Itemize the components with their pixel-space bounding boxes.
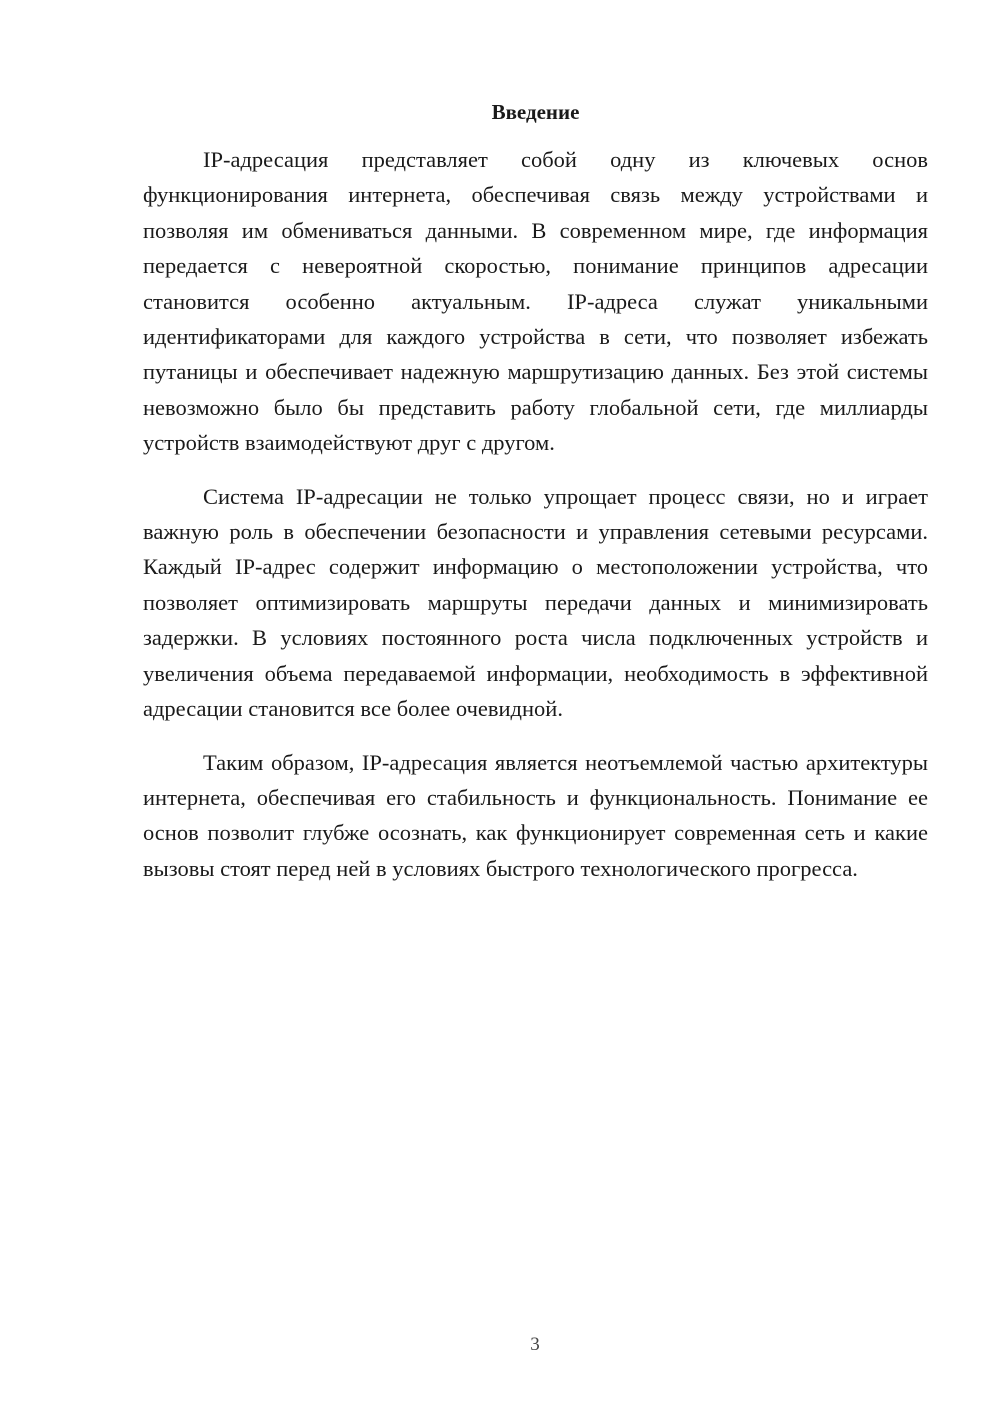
page-number: 3 <box>530 1334 540 1355</box>
paragraph-2: Система IP-адресации не только упрощает процесс связи, но и играет важную роль в обеспечении безопасности и управления сетевыми ресурсами. Каждый IP-адрес содержит информацию о местоположении устройства, что позволяет оптимизировать маршруты передачи данных и минимизировать задержки. В условиях постоянного роста числа подключенных устройств и увеличения объема передаваемой информации, необходимость в эффективной адресации становится все более очевидной. <box>143 483 928 722</box>
paragraph-1: IP-адресация представляет собой одну из ключевых основ функционирования интернета, обеспечивая связь между устройствами и позволяя им обмениваться данными. В современном мире, где информация передается с невероятной скоростью, понимание принципов адресации становится особенно актуальным. IP-адреса служат уникальными идентификаторами для каждого устройства в сети, что позволяет избежать путаницы и обеспечивает надежную маршрутизацию данных. Без этой системы невозможно было бы представить работу глобальной сети, где миллиарды устройств взаимодействуют друг с другом. <box>143 147 928 456</box>
section-heading: Введение <box>491 100 580 124</box>
body-text <box>143 142 928 904</box>
paragraph-3: Таким образом, IP-адресация является неотъемлемой частью архитектуры интернета, обеспечивая его стабильность и функциональность. Понимание ее основ позволит глубже осознать, как функционирует современная сеть и какие вызовы стоят перед ней в условиях быстрого технологического прогресса. <box>143 749 928 881</box>
